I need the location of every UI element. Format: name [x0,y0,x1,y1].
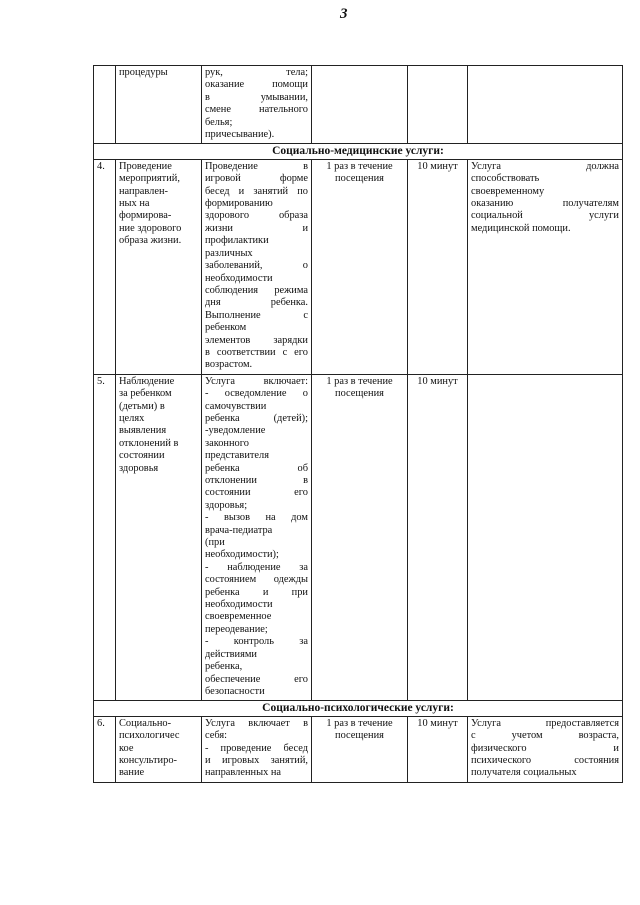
text-line: направленных на [205,767,282,779]
text-line: вание [119,767,145,779]
text-line: оказанию получателям [471,198,619,210]
cell-conditions [468,716,623,782]
text-line: формирова- [119,210,172,222]
text-line: медицинской помощи. [471,222,571,234]
table-row-4 [94,159,623,374]
text-line: различных [205,247,253,259]
section-title-medical: Социально-медицинские услуги: [94,144,623,159]
cell-num: 5. [94,374,116,701]
text-line: переодевание; [205,623,268,635]
text-line: получателя социальных [471,767,577,779]
text-line: врача-педиатра [205,524,273,536]
frequency [315,718,404,743]
text-line: за ребенком [119,388,172,400]
text-line: здорового образа [205,210,308,222]
cell-time: 10 минут [408,716,468,782]
text-line: причесывание). [205,129,275,141]
table-row-continuation [94,66,623,144]
cell-name [116,716,202,782]
text-line: отклонении в [205,475,308,486]
cell-num: 6. [94,716,116,782]
text-line: безопасности [205,685,265,697]
text-line: Выполнение с [205,309,308,321]
service-name-text: процедуры [119,67,168,78]
text-line: Услуга предоставляется [471,717,619,729]
cell-desc [202,716,312,782]
text-line: - осведомление о [205,388,308,400]
text-line: с учетом возраста, [471,730,619,742]
text-line: необходимости [205,272,273,284]
section-title-psych: Социально-психологические услуги: [94,701,623,716]
text-line: в соответствии с его [205,346,308,358]
cell-conditions [468,66,623,144]
text-line: Услуга включает: [205,375,308,387]
cell-desc [202,66,312,144]
text-line: - вызов на дом [205,512,308,524]
text-line: Услуга должна [471,160,619,172]
text-line: психологичес [119,730,180,742]
text-line: смене нательного [205,104,308,116]
cell-frequency [312,716,408,782]
text-line: выявления [119,425,167,437]
text-line: образа жизни. [119,235,182,247]
text-line: ных на [119,198,150,210]
cell-conditions [468,374,623,701]
text-line: ребенком [205,322,247,334]
cell-time: 10 минут [408,374,468,701]
cell-num [94,66,116,144]
text-line: ребенка, [205,661,243,673]
text-line: 1 раз в течение [326,160,393,172]
text-line: формированию [205,198,273,210]
text-line: дня ребенка. [205,297,308,309]
service-name [119,718,198,780]
text-line: Наблюдение [119,375,175,387]
conditions [471,718,619,780]
cell-frequency [312,374,408,701]
cell-time [408,66,468,144]
text-line: состоянием одежды [205,574,308,586]
text-line: направлен- [119,185,168,197]
text-line: состоянии его [205,487,308,499]
text-line: посещения [335,730,384,742]
table-row-5 [94,374,623,701]
service-desc [205,376,308,699]
cell-desc [202,374,312,701]
cell-name [116,66,202,144]
cell-conditions [468,159,623,374]
frequency [315,161,404,186]
text-line: элементов зарядки [205,334,308,346]
text-line: своевременное [205,611,272,623]
text-line: Проведение [119,160,172,172]
text-line: посещения [335,388,384,400]
cell-name [116,374,202,701]
service-desc [205,718,308,780]
text-line: 1 раз в течение [326,375,393,387]
table-row-6 [94,716,623,782]
text-line: Услуга включает в [205,717,308,729]
text-line: себя: [205,730,228,742]
conditions [471,161,619,235]
text-line: ние здорового [119,222,182,234]
cell-frequency [312,66,408,144]
cell-num: 4. [94,159,116,374]
text-line: консультиро- [119,754,177,766]
text-line: кое [119,742,134,754]
text-line: Проведение в [205,160,308,172]
services-table [93,65,623,783]
text-line: -уведомление [205,425,266,437]
cell-frequency [312,159,408,374]
text-line: законного [205,437,249,449]
text-line: обеспечение его [205,673,308,685]
text-line: бесед и занятий по [205,185,308,197]
text-line: и игровых занятий, [205,754,308,766]
text-line: игровой форме [205,173,308,185]
frequency [315,376,404,401]
text-line: целях [119,412,145,424]
section-header-medical [94,144,623,159]
service-name [119,376,198,475]
cell-desc [202,159,312,374]
text-line: в умывании, [205,91,308,103]
text-line: профилактики [205,235,269,247]
text-line: отклонений в [119,437,179,449]
text-line: самочувствии [205,400,267,412]
text-line: - проведение бесед [205,742,308,754]
text-line: - контроль за [205,636,308,648]
text-line: способствовать [471,173,540,185]
text-line: психического состояния [471,754,619,766]
text-line: ребенка об [205,462,308,474]
text-line: состоянии [119,450,165,462]
text-line: мероприятий, [119,173,180,185]
text-line: - наблюдение за [205,561,308,573]
text-line: белья; [205,116,233,128]
text-line: необходимости); [205,549,279,561]
service-desc [205,67,308,141]
text-line: действиями [205,648,257,660]
service-desc [205,161,308,372]
text-line: оказание помощи [205,79,308,91]
text-line: здоровья; [205,499,248,511]
text-line: жизни и [205,222,308,234]
text-line: физического и [471,742,619,754]
page-number: 3 [340,6,348,22]
text-line: ребенка (детей); [205,412,308,424]
text-line: 1 раз в течение [326,717,393,729]
service-name [119,161,198,248]
text-line: посещения [335,173,384,185]
text-line: ребенка и при [205,586,308,598]
cell-time: 10 минут [408,159,468,374]
text-line: Социально- [119,717,172,729]
cell-name [116,159,202,374]
text-line: необходимости [205,599,273,611]
text-line: возрастом. [205,359,253,371]
text-line: здоровья [119,462,159,474]
text-line: (при [205,537,225,549]
text-line: соблюдения режима [205,284,308,296]
text-line: рук, тела; [205,67,308,78]
text-line: социальной услуги [471,210,619,222]
text-line: (детьми) в [119,400,165,412]
text-line: представителя [205,450,269,462]
text-line: своевременному [471,185,545,197]
section-header-psych [94,701,623,716]
text-line: заболеваний, о [205,260,308,272]
